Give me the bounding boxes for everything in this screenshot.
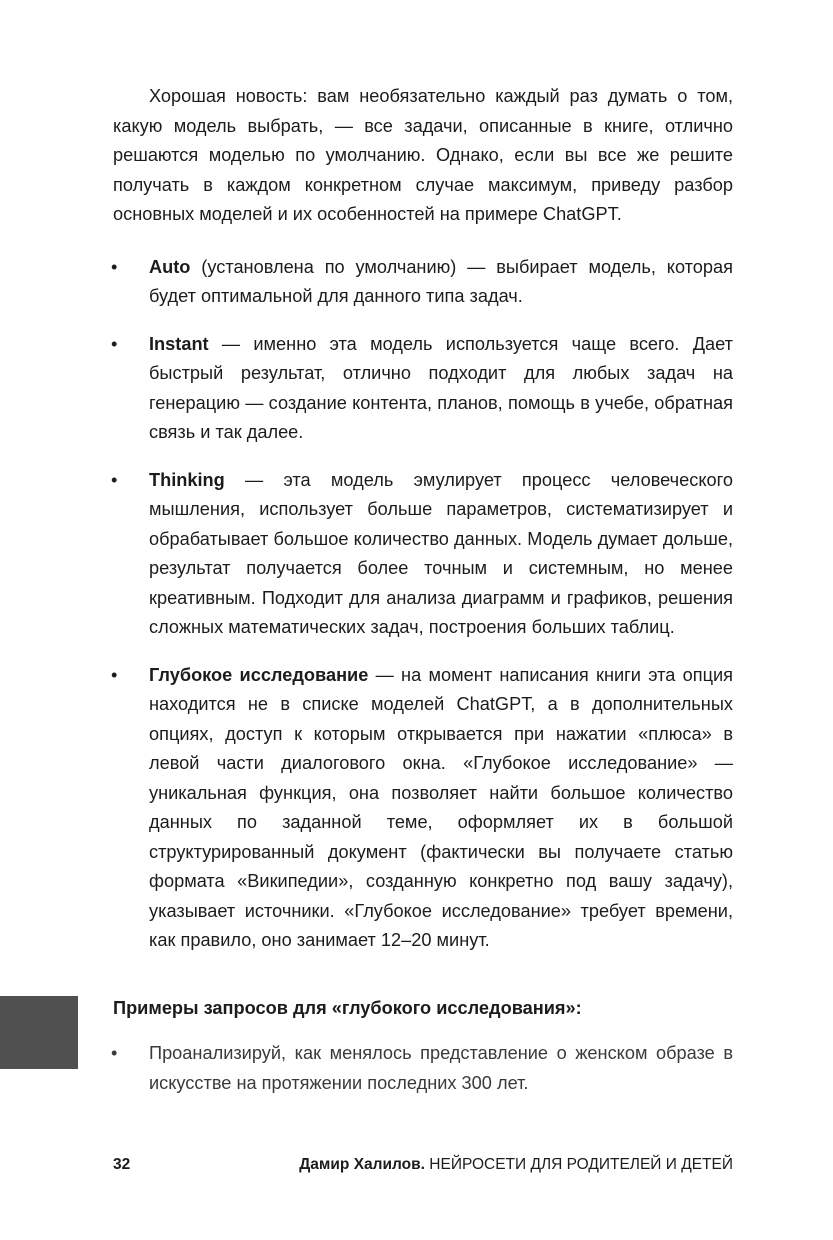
bullet: •	[111, 333, 118, 354]
model-description: — именно эта модель используется чаще всего. Дает быстрый результат, отлично подходит для любых задач на генерацию — создание контента, планов, помощь в учебе, обратная связь и так далее.	[149, 333, 733, 442]
bullet: •	[111, 256, 118, 277]
model-description: — на момент написания книги эта опция находится не в списке моделей ChatGPT, а в дополнительных опциях, доступ к которым открывается при нажатии «плюса» в левой части диалогового окна. «Глубокое исследование» — уникальная функция, она позволяет найти большое количество данных по заданной теме, оформляет их в большой структурированный документ (фактически вы получаете статью формата «Википедии», созданную конкретно под вашу задачу), указывает источники. «Глубокое исследование» требует времени, как правило, оно занимает 12–20 минут.	[149, 664, 733, 950]
model-description: — эта модель эмулирует процесс человеческого мышления, использует больше параметров, систематизирует и обрабатывает большое количество данных. Модель думает дольше, результат получается более точным и системным, но менее креативным. Подходит для анализа диаграмм и графиков, решения сложных математических задач, построения больших таблиц.	[149, 469, 733, 637]
list-item	[113, 330, 733, 448]
example-text: Проанализируй, как менялось представление о женском образе в искусстве на протяжении последних 300 лет.	[149, 1043, 733, 1093]
examples-heading: Примеры запросов для «глубокого исследования»:	[113, 997, 582, 1018]
model-name: Instant	[149, 333, 209, 354]
model-description: (установлена по умолчанию) — выбирает модель, которая будет оптимальной для данного типа задач.	[149, 256, 733, 306]
list-item	[113, 253, 733, 312]
running-title	[299, 1154, 733, 1176]
examples-list	[113, 1039, 733, 1098]
list-item	[113, 1039, 733, 1098]
page-content	[113, 82, 733, 1098]
footer-author: Дамир Халилов.	[299, 1156, 425, 1173]
footer-book-title: НЕЙРОСЕТИ ДЛЯ РОДИТЕЛЕЙ И ДЕТЕЙ	[429, 1156, 733, 1173]
bullet: •	[111, 1043, 118, 1063]
bullet: •	[111, 664, 118, 685]
chapter-tab-marker	[0, 996, 78, 1069]
model-name: Auto	[149, 256, 191, 277]
page-number: 32	[113, 1156, 131, 1173]
list-item	[113, 661, 733, 956]
list-item	[113, 466, 733, 643]
model-name: Глубокое исследование	[149, 664, 369, 685]
model-name: Thinking	[149, 469, 225, 490]
intro-paragraph: Хорошая новость: вам необязательно каждый раз думать о том, какую модель выбрать, — все задачи, описанные в книге, отлично решаются моделью по умолчанию. Однако, если вы все же решите получать в каждом конкретном случае максимум, приведу разбор основных моделей и их особенностей на примере ChatGPT.	[113, 86, 733, 224]
bullet: •	[111, 469, 118, 490]
models-list	[113, 253, 733, 956]
